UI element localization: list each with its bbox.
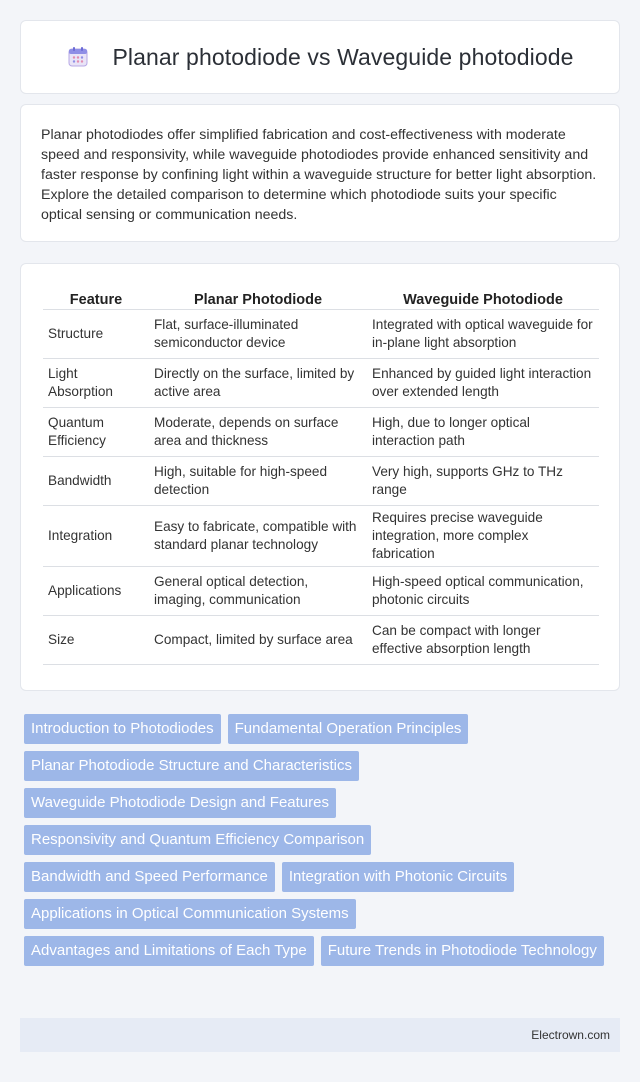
feature-cell: Size	[43, 615, 149, 664]
feature-cell: Applications	[43, 566, 149, 615]
topic-tag-list	[24, 714, 616, 973]
feature-cell: Bandwidth	[43, 456, 149, 505]
feature-cell: Integration	[43, 505, 149, 566]
tag-introduction-to-photodiodes[interactable]: Introduction to Photodiodes	[24, 714, 221, 744]
tag-fundamental-operation-principles[interactable]: Fundamental Operation Principles	[228, 714, 469, 744]
tag-advantages-limitations[interactable]: Advantages and Limitations of Each Type	[24, 936, 314, 966]
feature-cell: Structure	[43, 309, 149, 358]
comparison-table	[43, 286, 599, 665]
intro-text: Planar photodiodes offer simplified fabrication and cost-effectiveness with moderate speed and responsivity, while waveguide photodiodes provide enhanced sensitivity and faster response by confining light within a waveguide structure for better light absorption. Explore the detailed comparison to determine which photodiode suits your specific optical sensing or communication needs.	[41, 127, 597, 223]
planar-cell: Moderate, depends on surface area and thickness	[149, 407, 367, 456]
column-header-waveguide: Waveguide Photodiode	[367, 286, 599, 309]
planar-cell: Compact, limited by surface area	[149, 615, 367, 664]
waveguide-cell: Requires precise waveguide integration, more complex fabrication	[367, 505, 599, 566]
table-row	[43, 566, 599, 615]
comparison-table-card	[20, 263, 620, 691]
planar-cell: Flat, surface-illuminated semiconductor device	[149, 309, 367, 358]
planar-cell: Easy to fabricate, compatible with standard planar technology	[149, 505, 367, 566]
tag-responsivity-quantum-efficiency[interactable]: Responsivity and Quantum Efficiency Comparison	[24, 825, 371, 855]
tag-planar-structure[interactable]: Planar Photodiode Structure and Characteristics	[24, 751, 359, 781]
table-row	[43, 358, 599, 407]
tag-applications-optical-communication[interactable]: Applications in Optical Communication Systems	[24, 899, 356, 929]
footer-site-name: Electrown.com	[531, 1028, 610, 1042]
tag-bandwidth-speed[interactable]: Bandwidth and Speed Performance	[24, 862, 275, 892]
title-bar	[21, 21, 619, 93]
footer	[20, 1018, 620, 1052]
waveguide-cell: Very high, supports GHz to THz range	[367, 456, 599, 505]
tag-future-trends[interactable]: Future Trends in Photodiode Technology	[321, 936, 604, 966]
table-row	[43, 456, 599, 505]
feature-cell: Light Absorption	[43, 358, 149, 407]
waveguide-cell: Integrated with optical waveguide for in-plane light absorption	[367, 309, 599, 358]
waveguide-cell: High, due to longer optical interaction path	[367, 407, 599, 456]
title-card	[20, 20, 620, 94]
planar-cell: High, suitable for high-speed detection	[149, 456, 367, 505]
waveguide-cell: Can be compact with longer effective absorption length	[367, 615, 599, 664]
table-row	[43, 615, 599, 664]
calendar-grid-icon	[66, 45, 90, 69]
table-row	[43, 505, 599, 566]
waveguide-cell: High-speed optical communication, photonic circuits	[367, 566, 599, 615]
waveguide-cell: Enhanced by guided light interaction over extended length	[367, 358, 599, 407]
tag-waveguide-design[interactable]: Waveguide Photodiode Design and Features	[24, 788, 336, 818]
column-header-planar: Planar Photodiode	[149, 286, 367, 309]
table-row	[43, 407, 599, 456]
planar-cell: Directly on the surface, limited by active area	[149, 358, 367, 407]
table-header-row	[43, 286, 599, 309]
column-header-feature: Feature	[43, 286, 149, 309]
table-row	[43, 309, 599, 358]
intro-card	[20, 104, 620, 242]
tag-integration-photonic-circuits[interactable]: Integration with Photonic Circuits	[282, 862, 514, 892]
planar-cell: General optical detection, imaging, communication	[149, 566, 367, 615]
page-title: Planar photodiode vs Waveguide photodiode	[112, 43, 574, 70]
feature-cell: Quantum Efficiency	[43, 407, 149, 456]
